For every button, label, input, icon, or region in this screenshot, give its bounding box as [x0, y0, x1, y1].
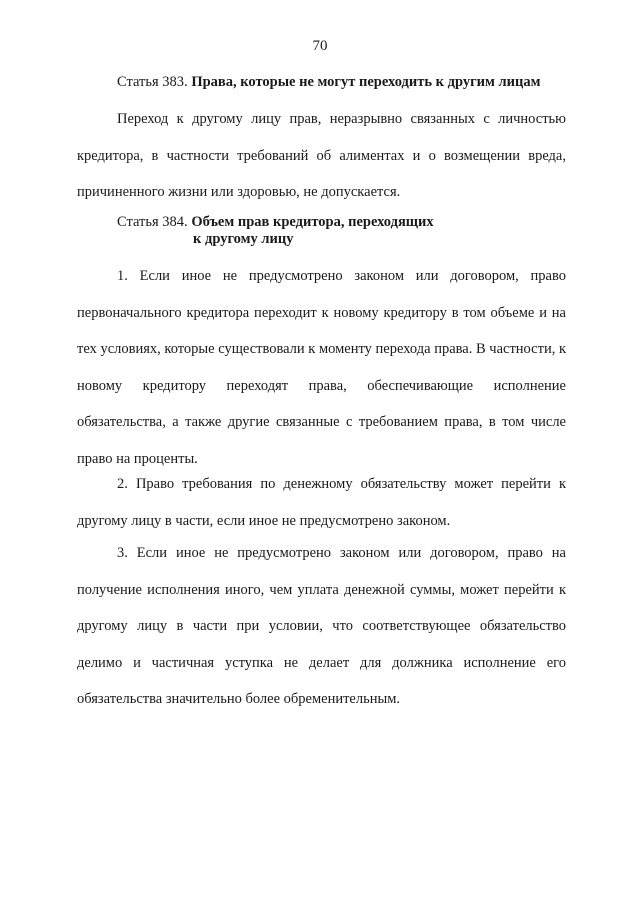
article-384-paragraph-3: 3. Если иное не предусмотрено законом или договором, право на получение исполнения иного, чем уплата денежной суммы, может перейти к другому лицу в части при условии, что соответствующее обязательство делимо и частичная уступка не делает для должника исполнение его обязательства значительно более обременительным. — [77, 545, 566, 707]
article-384-paragraph-2: 2. Право требования по денежному обязательству может перейти к другому лицу в части, если иное не предусмотрено законом. — [77, 476, 566, 529]
article-383-heading — [117, 74, 541, 91]
article-383-paragraph: Переход к другому лицу прав, неразрывно связанных с личностью кредитора, в частности требований об алиментах и о возмещении вреда, причиненного жизни или здоровью, не допускается. — [77, 111, 566, 200]
article-384-title-line2: к другому лицу — [193, 231, 294, 247]
article-384-prefix: Статья 384. — [117, 214, 188, 230]
page-number: 70 — [312, 38, 328, 54]
article-383-prefix: Статья 383. — [117, 74, 188, 90]
article-384-paragraph-1: 1. Если иное не предусмотрено законом или договором, право первоначального кредитора переходит к новому кредитору в том объеме и на тех условиях, которые существовали к моменту перехода права. В частности, к новому кредитору переходят права, обеспечивающие исполнение обязательства, а также другие связанные с требованием права, в том числе право на проценты. — [77, 268, 566, 467]
article-383-title: Права, которые не могут переходить к другим лицам — [191, 74, 541, 90]
article-384-title-line1: Объем прав кредитора, переходящих — [191, 214, 434, 230]
article-384-heading — [117, 214, 434, 248]
